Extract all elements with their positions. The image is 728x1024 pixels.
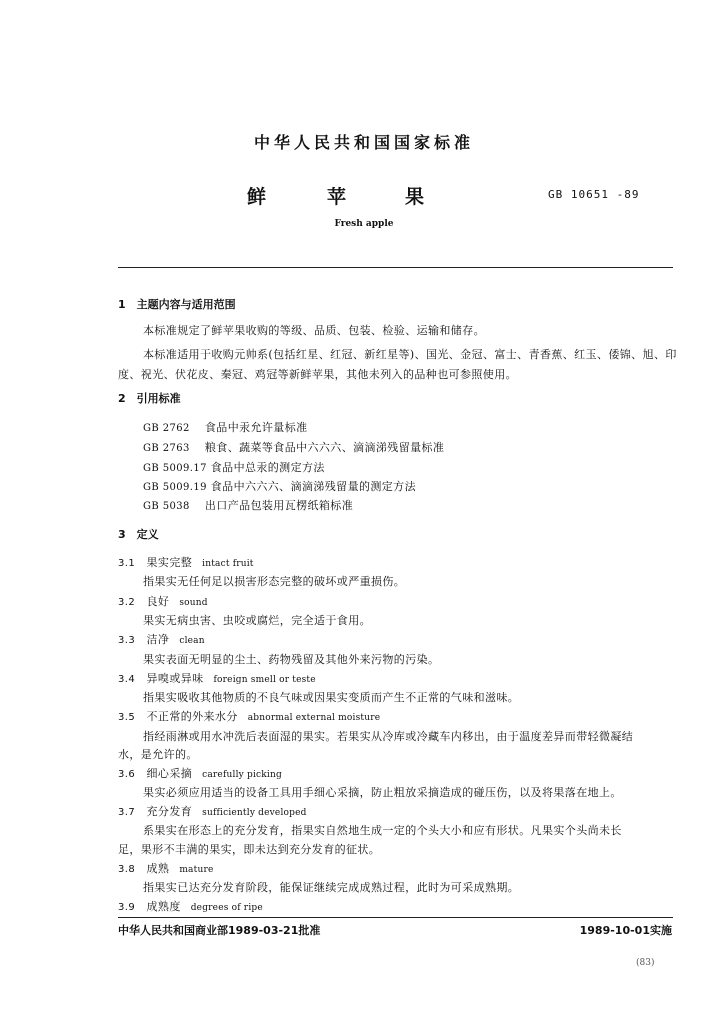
reference-title: 食品中汞允许量标准	[204, 421, 308, 434]
definition-english: sound	[179, 598, 208, 608]
title-char: 苹	[327, 186, 347, 208]
definition-number: 3.5	[118, 712, 136, 723]
reference-code: GB 2762	[143, 423, 190, 434]
definition-number: 3.4	[118, 674, 136, 685]
approval-line: 中华人民共和国商业部1989-03-21批准	[118, 924, 321, 937]
definition-heading	[118, 593, 208, 609]
reference-item	[143, 478, 416, 494]
header-divider	[118, 267, 673, 268]
definition-text: 指经雨淋或用水冲洗后表面湿的果实。若果实从冷库或冷藏车内移出，由于温度差异而带轻微凝结	[143, 730, 634, 743]
definition-heading	[118, 670, 316, 686]
definition-text: 果实无病虫害、虫咬或腐烂，完全适于食用。	[143, 614, 371, 627]
definition-term: 果实完整	[146, 556, 193, 569]
definition-number: 3.3	[118, 635, 136, 646]
reference-item	[143, 497, 353, 513]
section-2-heading: 2 引用标准	[118, 392, 181, 405]
definition-term: 成熟度	[146, 900, 181, 913]
paragraph: 本标准适用于收购元帅系(包括红星、红冠、新红星等)、国光、金冠、富士、青香蕉、红玉、倭锦、旭、印	[143, 348, 677, 361]
reference-title: 出口产品包装用瓦楞纸箱标准	[204, 499, 354, 512]
reference-code: GB 5038	[143, 501, 190, 512]
definition-english: mature	[179, 865, 214, 875]
definition-number: 3.8	[118, 864, 136, 875]
definition-number: 3.6	[118, 769, 136, 780]
reference-item	[143, 439, 444, 455]
footer-divider	[118, 917, 673, 918]
definition-english: foreign smell or teste	[213, 675, 316, 685]
implementation-date: 1989-10-01实施	[579, 924, 672, 937]
reference-item	[143, 419, 308, 435]
reference-item	[143, 459, 325, 475]
definition-heading	[118, 554, 254, 570]
definition-english: degrees of ripe	[190, 903, 263, 913]
definition-term: 充分发育	[146, 805, 193, 818]
definition-english: carefully picking	[202, 770, 282, 780]
reference-title: 食品中六六六、滴滴涕残留量的测定方法	[210, 480, 416, 493]
definition-english: intact fruit	[202, 559, 254, 569]
definition-term: 成熟	[146, 862, 170, 875]
definition-number: 3.9	[118, 902, 136, 913]
reference-title: 食品中总汞的测定方法	[210, 461, 325, 474]
definition-text: 指果实吸收其他物质的不良气味或因果实变质而产生不正常的气味和滋味。	[143, 691, 520, 704]
definition-text: 系果实在形态上的充分发育，指果实自然地生成一定的个头大小和应有形状。凡果实个头尚未长	[143, 824, 622, 837]
reference-code: GB 5009.19	[143, 482, 207, 493]
definition-heading	[118, 631, 205, 647]
section-3-heading: 3 定义	[118, 528, 159, 541]
reference-code: GB 2763	[143, 443, 190, 454]
definition-english: abnormal external moisture	[247, 713, 381, 723]
definition-english: clean	[179, 636, 205, 646]
definition-heading	[118, 898, 263, 914]
definition-term: 良好	[146, 595, 170, 608]
definition-number: 3.7	[118, 807, 136, 818]
reference-code: GB 5009.17	[143, 463, 207, 474]
definition-text: 指果实已达充分发育阶段，能保证继续完成成熟过程，此时为可采成熟期。	[143, 881, 520, 894]
definition-text: 足，果形不丰满的果实，即未达到充分发育的征状。	[118, 843, 381, 856]
definition-english: sufficiently developed	[202, 808, 307, 818]
title-char: 鲜	[247, 186, 267, 208]
definition-term: 不正常的外来水分	[146, 710, 238, 723]
definition-term: 细心采摘	[146, 767, 193, 780]
definition-text: 果实表面无明显的尘土、药物残留及其他外来污物的污染。	[143, 653, 440, 666]
definition-heading	[118, 765, 282, 781]
page-number: (83)	[636, 958, 655, 968]
definition-heading	[118, 803, 307, 819]
english-title: Fresh apple	[334, 219, 394, 229]
standard-code: GB 10651 -89	[548, 188, 640, 201]
paragraph: 度、祝光、伏花皮、秦冠、鸡冠等新鲜苹果，其他未列入的品种也可参照使用。	[118, 368, 517, 381]
title-char: 果	[405, 186, 425, 208]
definition-number: 3.1	[118, 558, 136, 569]
definition-text: 水，是允许的。	[118, 748, 198, 761]
definition-heading	[118, 708, 380, 724]
definition-text: 果实必须应用适当的设备工具用手细心采摘，防止粗放采摘造成的碰压伤，以及将果落在地上。	[143, 786, 622, 799]
reference-title: 粮食、蔬菜等食品中六六六、滴滴涕残留量标准	[204, 441, 445, 454]
section-1-heading: 1 主题内容与适用范围	[118, 298, 236, 311]
org-title: 中华人民共和国国家标准	[253, 133, 474, 152]
definition-number: 3.2	[118, 597, 136, 608]
definition-term: 洁净	[146, 633, 170, 646]
definition-heading	[118, 860, 213, 876]
paragraph: 本标准规定了鲜苹果收购的等级、品质、包装、检验、运输和储存。	[143, 324, 485, 337]
definition-text: 指果实无任何足以损害形态完整的破坏或严重损伤。	[143, 575, 406, 588]
definition-term: 异嗅或异味	[146, 672, 204, 685]
